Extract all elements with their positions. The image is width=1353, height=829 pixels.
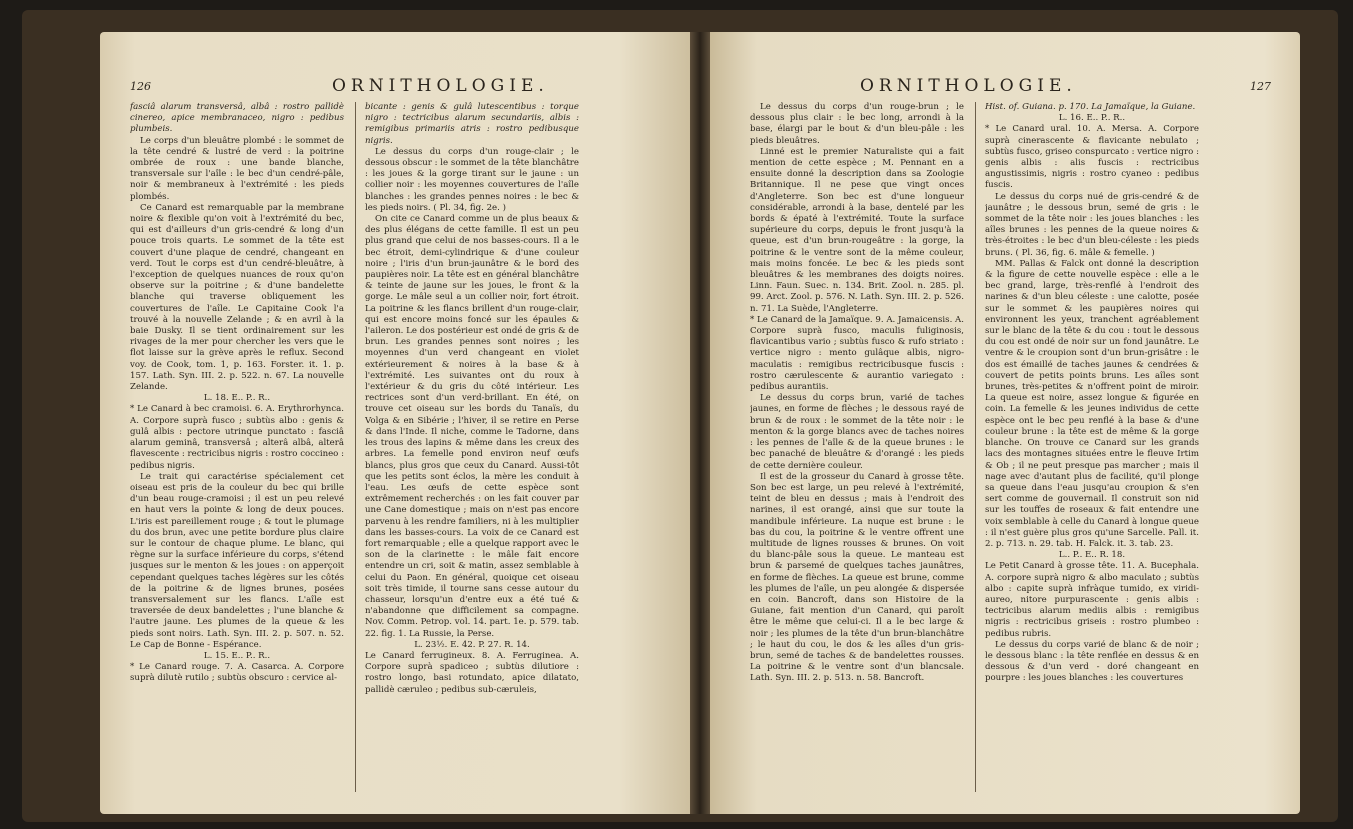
measurement-line: L. 15. E.. P.. R.. xyxy=(203,650,271,661)
paragraph: bicante : genis & gulâ lutescentibus : torque nigro : tectricibus alarum secundariis, albis : remigibus primariis atris : rostro pedibusque nigris. xyxy=(365,102,579,146)
measurement-line: L. 16. E.. P.. R.. xyxy=(1058,113,1126,124)
paragraph: Le dessus du corps nué de gris-cendré & de jaunâtre ; le dessous brun, semé de gris : le sommet de la tête noir : les joues blanches : les aîles brunes : les pennes de la queue noires & très-étroites : le bec d'un bleu-céleste : les pieds bruns. ( Pl. 36, fig. 6. mâle & femelle. ) xyxy=(985,191,1199,258)
measurement-line: L. 23½. E. 42. P. 27. R. 14. xyxy=(414,639,530,650)
paragraph: Hist. of. Guiana. p. 170. La Jamaïque, la Guiane. xyxy=(985,102,1196,112)
left-column-1 xyxy=(130,102,344,802)
right-running-header: ORNITHOLOGIE. xyxy=(860,76,1077,96)
species-entry: * Le Canard ural. 10. A. Mersa. A. Corpore suprà cinerascente & flavicante nebulato ; subtùs fusco, griseo conspurcato : vertice nigro : genis albis : alis fuscis : rectricibus angustissimis, nigris : rostro cyaneo : pedibus fuscis. xyxy=(985,124,1199,191)
paragraph: Le trait qui caractérise spécialement cet oiseau est pris de la couleur du bec qui brille d'un beau rouge-cramoisi ; il est un peu relevé en haut vers la pointe & long de deux pouces. L'iris est pareillement rouge ; & tout le plumage du dos brun, avec une petite bordure plus claire sur le contour de chaque plume. Le blanc, qui règne sur la surface inférieure du corps, s'étend jusques sur le menton & les joues : on apperçoit cependant quelques taches légères sur les côtés de la poitrine & de lignes brunes, posées transversalement sur les flancs. L'aîle est traversée de deux bandelettes ; l'une blanche & l'autre jaune. Les plumes de la queue & les pieds sont noirs. Lath. Syn. III. 2. p. 507. n. 52. Le Cap de Bonne - Espérance. xyxy=(130,471,344,650)
left-page-number: 126 xyxy=(130,80,151,93)
paragraph: Linné est le premier Naturaliste qui a fait mention de cette espèce ; M. Pennant en a ensuite donné la description dans sa Zoologie Britannique. Il ne pese que vingt onces d'Angleterre. Son bec est d'une longueur considérable, arrondi à la base, dentelé par les bords & épaté à l'extrémité. Toute la surface supérieure du corps, depuis le front jusqu'à la queue, est d'un brun-rougeâtre : la gorge, la poitrine & le ventre sont de la même couleur, mais moins foncée. Le bec & les pieds sont bleuâtres & les membranes des doigts noires. Linn. Faun. Suec. n. 134. Brit. Zool. n. 285. pl. 99. Arct. Zool. p. 576. N. Lath. Syn. III. 2. p. 526. n. 71. La Suède, l'Angleterre. xyxy=(750,146,964,314)
species-entry: * Le Canard rouge. 7. A. Casarca. A. Corpore suprà dilutè rutilo ; subtùs obscuro : cervice al- xyxy=(130,662,344,684)
column-divider xyxy=(975,102,976,792)
paragraph: Le corps d'un bleuâtre plombé : le sommet de la tête cendré & lustré de verd : la poitrine ombrée de roux : une bande blanche, transversale sur l'aîle : le bec d'un cendré-pâle, noir & membraneux à l'extrémité : les pieds plombés. xyxy=(130,135,344,202)
paragraph: Il est de la grosseur du Canard à grosse tête. Son bec est large, un peu relevé à l'extrémité, teint de bleu en dessus ; mais à l'endroit des narines, il est orangé, ainsi que sur toute la mandibule inférieure. La nuque est brune : le bas du cou, la poitrine & le ventre offrent une multitude de lignes rousses & brunes. On voit du blanc-pâle sous la queue. Le manteau est brun & parsemé de quelques taches jaunâtres, en forme de flèches. La queue est brune, comme les plumes de l'aîle, un peu alongée & dispersée en coin. Bancroft, dans son Histoire de la Guiane, fait mention d'un Canard, qui paroît être le même que celui-ci. Il a le bec large & noir ; les plumes de la tête d'un brun-blanchâtre ; le haut du cou, le dos & les aîles d'un gris-brun, semé de taches & de bandelettes rousses. La poitrine & le ventre sont d'un blancsale. Lath. Syn. III. 2. p. 513. n. 58. Bancroft. xyxy=(750,471,964,684)
paragraph: Ce Canard est remarquable par la membrane noire & flexible qu'on voit à l'extrémité du bec, qui est d'ailleurs d'un gris-cendré & long d'un pouce trois quarts. Le sommet de la tête est couvert d'une plaque de cendré, changeant en verd. Tout le corps est d'un cendré-bleuâtre, à l'exception de quelques nuances de roux qu'on observe sur la poitrine ; & d'une bandelette blanche qui traverse obliquement les couvertures de l'aîle. Le Capitaine Cook l'a trouvé à la nouvelle Zelande ; & en avril à la baie Dusky. Il se tient ordinairement sur les rivages de la mer pour chercher les vers que le flot laisse sur la grève après le reflux. Second voy. de Cook, tom. 1, p. 163. Forster. it. 1. p. 157. Lath. Syn. III. 2. p. 522. n. 67. La nouvelle Zelande. xyxy=(130,202,344,393)
right-page-number: 127 xyxy=(1250,80,1271,93)
right-column-1 xyxy=(750,102,964,802)
paragraph: fasciâ alarum transversâ, albâ : rostro pallidè cinereo, apice membranaceo, nigro : pedibus plumbeis. xyxy=(130,102,344,135)
paragraph: Le dessus du corps brun, varié de taches jaunes, en forme de flèches ; le dessous rayé de brun & de roux : le sommet de la tête noir : le menton & la gorge blancs avec de taches noires : les pennes de l'aîle & de la queue brunes : le bec panaché de bleuâtre & d'orangé : les pieds de cette dernière couleur. xyxy=(750,393,964,471)
measurement-line: L.. P.. E.. R. 18. xyxy=(1058,550,1126,561)
left-column-2 xyxy=(365,102,579,802)
left-running-header: ORNITHOLOGIE. xyxy=(332,76,549,96)
paragraph: Le dessus du corps d'un rouge-brun ; le dessous plus clair : le bec long, arrondi à la base, élargi par le bout & d'un bleu-pâle : les pieds bleuâtres. xyxy=(750,102,964,146)
species-entry: * Le Canard à bec cramoisi. 6. A. Erythrorhynca. A. Corpore suprà fusco ; subtùs albo : genis & gulâ albis : pectore utrinque punctato : fasciâ alarum geminâ, transversâ ; alterâ albâ, alterâ flavescente : rectricibus nigris : rostro coccineo : pedibus nigris. xyxy=(130,404,344,471)
book-spread xyxy=(22,10,1338,822)
left-page xyxy=(100,32,690,814)
paragraph: On cite ce Canard comme un de plus beaux & des plus élégans de cette famille. Il est un peu plus grand que celui de nos basses-cours. Il a le bec étroit, demi-cylindrique & d'une couleur noire ; l'iris d'un brun-jaunâtre & le bord des paupières noir. La tête est en général blanchâtre & teinte de jaune sur les joues, le front & la gorge. Le mâle seul a un collier noir, fort étroit. La poitrine & les flancs brillent d'un rouge-clair, qui est encore moins foncé sur les épaules & l'aileron. Le dos postérieur est ondé de gris & de brun. Les grandes pennes sont noires ; les moyennes d'un verd changeant en violet extérieurement & noires à la base & à l'extrémité. Les suivantes ont du roux à l'extérieur & du gris du côté intérieur. Les rectrices sont d'un verd-brillant. En été, on trouve cet oiseau sur les bords du Tanaïs, du Volga & en Sibérie ; l'hiver, il se retire en Perse & dans l'Inde. Il niche, comme le Tadorne, dans les trous des lapins & même dans les creux des arbres. La femelle pond environ neuf œufs blancs, plus gros que ceux du Canard. Aussi-tôt que les petits sont éclos, la mère les conduit à l'eau. Les œufs de cette espèce sont extrêmement recherchés : on les fait couver par une Cane domestique ; mais on n'est pas encore parvenu à les rendre familiers, ni à les multiplier dans les basses-cours. La voix de ce Canard est fort remarquable ; elle a quelque rapport avec le son de la clarinette : le mâle fait encore entendre un cri, soit & matin, assez semblable à celui du Paon. En général, quoique cet oiseau soit très timide, il tourne sans cesse autour du chasseur, lorsqu'un d'entre eux a été tué & n'abandonne que difficilement sa compagne. Nov. Comm. Petrop. vol. 14. part. 1e. p. 579. tab. 22. fig. 1. La Russie, la Perse. xyxy=(365,214,579,639)
species-entry: Le Petit Canard à grosse tête. 11. A. Bucephala. A. corpore suprà nigro & albo maculato ; subtùs albo : capite suprà infràque tumido, ex viridi-aureo, nitore purpurascente : genis albis : tectricibus alarum mediis albis : remigibus nigris : rectricibus griseis : rostro plumbeo : pedibus rubris. xyxy=(985,561,1199,639)
measurement-line: L. 18. E.. P.. R.. xyxy=(203,393,271,404)
paragraph: Le dessus du corps d'un rouge-clair ; le dessous obscur : le sommet de la tête blanchâtre : les joues & la gorge tirant sur le jaune : un collier noir : les moyennes couvertures de l'aîle blanches : les grandes pennes noires : le bec & les pieds noirs. ( Pl. 34, fig. 2e. ) xyxy=(365,146,579,213)
column-divider xyxy=(355,102,356,792)
species-entry: Le Canard ferrugineux. 8. A. Ferruginea. A. Corpore suprà spadiceo ; subtùs dilutiore : rostro longo, basi rotundato, apice dilatato, pallidè cæruleo ; pedibus sub-cæruleis, xyxy=(365,650,579,695)
right-page xyxy=(710,32,1300,814)
paragraph: MM. Pallas & Falck ont donné la description & la figure de cette nouvelle espèce : elle a le bec grand, large, très-renflé à l'endroit des narines & d'un bleu céleste : une calotte, posée sur le sommet & les paupières noires qui environnent les yeux, tranchent agréablement sur le blanc de la tête & du cou : tout le dessous du cou est ondé de noir sur un fond jaunâtre. Le ventre & le croupion sont d'un brun-grisâtre : le dos est émaillé de taches jaunes & cendrées & couvert de petits points bruns. Les aîles sont brunes, très-petites & n'offrent point de miroir. La queue est noire, assez longue & figurée en coin. La femelle & les jeunes individus de cette espèce ont le bec peu renflé à la base & d'une couleur brune : la tête est de même & la gorge blanche. On trouve ce Canard sur les grands lacs des montagnes situées entre le fleuve Irtim & Ob ; il ne peut presque pas marcher ; mais il nage avec d'autant plus de facilité, qu'il plonge sa queue dans l'eau jusqu'au croupion & s'en sert comme de gouvernail. Il construit son nid sur les touffes de roseaux & fait entendre une voix semblable à celle du Canard à longue queue : il n'est guère plus gros qu'une Sarcelle. Pall. it. 2. p. 713. n. 29. tab. H. Falck. it. 3. tab. 23. xyxy=(985,258,1199,549)
species-entry: * Le Canard de la Jamaïque. 9. A. Jamaicensis. A. Corpore suprà fusco, maculis fuliginosis, flavicantibus vario ; subtùs fusco & rufo striato : vertice nigro : mento gulâque albis, nigro-maculatis : remigibus rectricibusque fuscis : rostro cærulescente & aurantio variegato : pedibus aurantiis. xyxy=(750,314,964,393)
right-column-2 xyxy=(985,102,1199,802)
paragraph: Le dessus du corps varié de blanc & de noir ; le dessous blanc : la tête renflée en dessus & en dessous & d'un verd - doré changeant en pourpre : les joues blanches : les couvertures xyxy=(985,639,1199,684)
